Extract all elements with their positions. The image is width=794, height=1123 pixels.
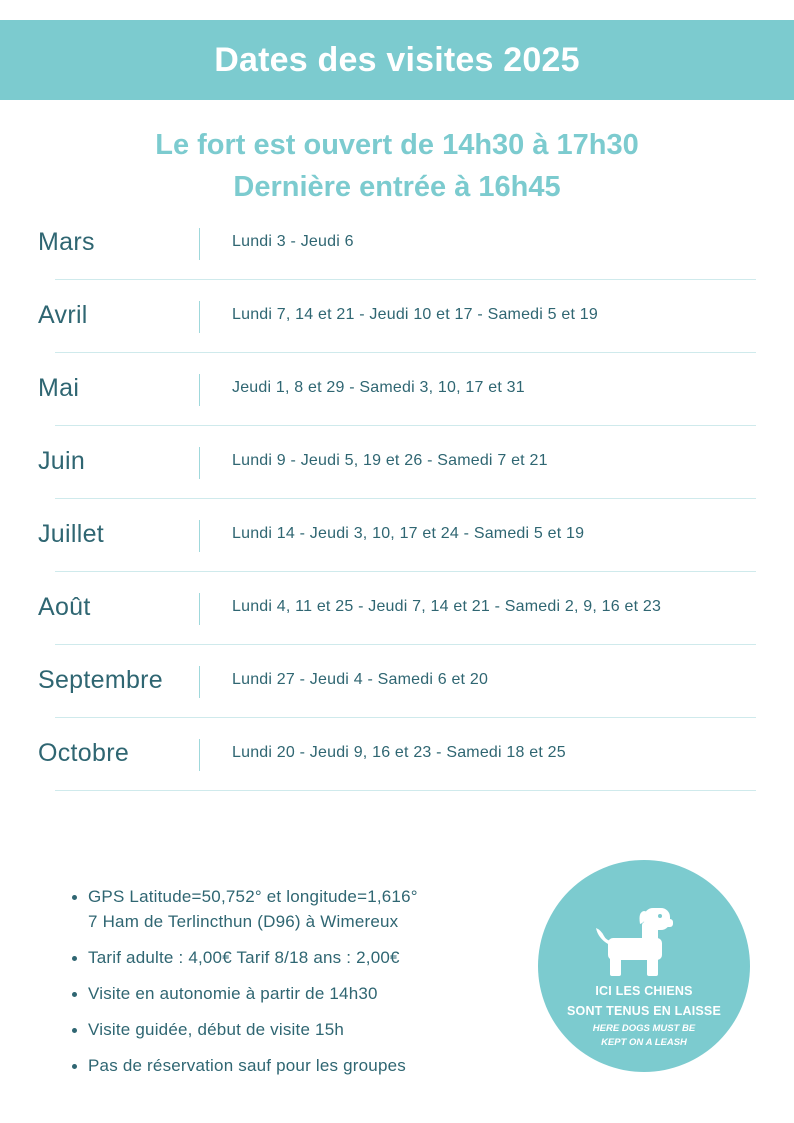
gps-coordinates: GPS Latitude=50,752° et longitude=1,616° [88,887,418,906]
vertical-divider [199,593,200,625]
bullet-icon [72,992,77,997]
dogs-on-leash-badge [538,860,750,1072]
header-banner [0,20,794,100]
month-label: Octobre [38,739,130,767]
vertical-divider [199,374,200,406]
badge-line-4: KEPT ON A LEASH [601,1037,687,1048]
guided-visit-text: Visite guidée, début de visite 15h [88,1020,344,1039]
visit-dates: Jeudi 1, 8 et 29 - Samedi 3, 10, 17 et 31 [232,379,525,396]
bullet-icon [72,1028,77,1033]
row-divider [55,425,756,426]
row-divider [55,571,756,572]
schedule-row-avril [0,281,794,354]
visit-dates: Lundi 9 - Jeudi 5, 19 et 26 - Samedi 7 et 21 [232,452,548,469]
vertical-divider [199,739,200,771]
bullet-icon [72,1064,77,1069]
reservation-text: Pas de réservation sauf pour les groupes [88,1056,406,1075]
visit-dates: Lundi 20 - Jeudi 9, 16 et 23 - Samedi 18 et 25 [232,744,566,761]
schedule-row-juin [0,427,794,500]
reservation-info-item [72,1053,532,1078]
row-divider [55,352,756,353]
vertical-divider [199,447,200,479]
tarif-info-item [72,945,532,970]
page-title: Dates des visites 2025 [214,40,580,79]
visit-dates: Lundi 4, 11 et 25 - Jeudi 7, 14 et 21 - Samedi 2, 9, 16 et 23 [232,598,662,615]
opening-hours [0,124,794,208]
visit-dates: Lundi 14 - Jeudi 3, 10, 17 et 24 - Samedi 5 et 19 [232,525,585,542]
month-label: Juillet [38,520,105,548]
vertical-divider [199,520,200,552]
month-label: Août [38,593,91,621]
last-entry-line: Dernière entrée à 16h45 [233,171,561,203]
month-label: Avril [38,301,88,329]
row-divider [55,717,756,718]
visit-dates: Lundi 3 - Jeudi 6 [232,233,354,250]
month-label: Juin [38,447,86,475]
row-divider [55,644,756,645]
schedule-row-aout [0,573,794,646]
vertical-divider [199,666,200,698]
address: 7 Ham de Terlincthun (D96) à Wimereux [88,912,399,931]
vertical-divider [199,228,200,260]
month-label: Septembre [38,666,163,694]
dog-icon [594,904,694,980]
bullet-icon [72,956,77,961]
schedule-row-mars [0,208,794,281]
visit-dates: Lundi 7, 14 et 21 - Jeudi 10 et 17 - Samedi 5 et 19 [232,306,598,323]
guided-visit-info-item [72,1017,532,1042]
row-divider [55,790,756,791]
row-divider [55,498,756,499]
tarif-text: Tarif adulte : 4,00€ Tarif 8/18 ans : 2,00€ [88,948,400,967]
schedule-row-juillet [0,500,794,573]
visit-dates: Lundi 27 - Jeudi 4 - Samedi 6 et 20 [232,671,489,688]
practical-info-list [72,884,532,1089]
month-label: Mars [38,228,95,256]
row-divider [55,279,756,280]
schedule-row-mai [0,354,794,427]
visit-schedule [0,208,794,792]
badge-line-3: HERE DOGS MUST BE [592,1023,696,1034]
schedule-row-septembre [0,646,794,719]
autonomie-info-item [72,981,532,1006]
opening-hours-line: Le fort est ouvert de 14h30 à 17h30 [155,129,639,161]
badge-line-2: SONT TENUS EN LAISSE [566,1004,722,1018]
badge-line-1: ICI LES CHIENS [595,984,693,998]
bullet-icon [72,895,77,900]
schedule-row-octobre [0,719,794,792]
autonomie-text: Visite en autonomie à partir de 14h30 [88,984,378,1003]
vertical-divider [199,301,200,333]
gps-info-item [72,884,532,934]
month-label: Mai [38,374,80,402]
